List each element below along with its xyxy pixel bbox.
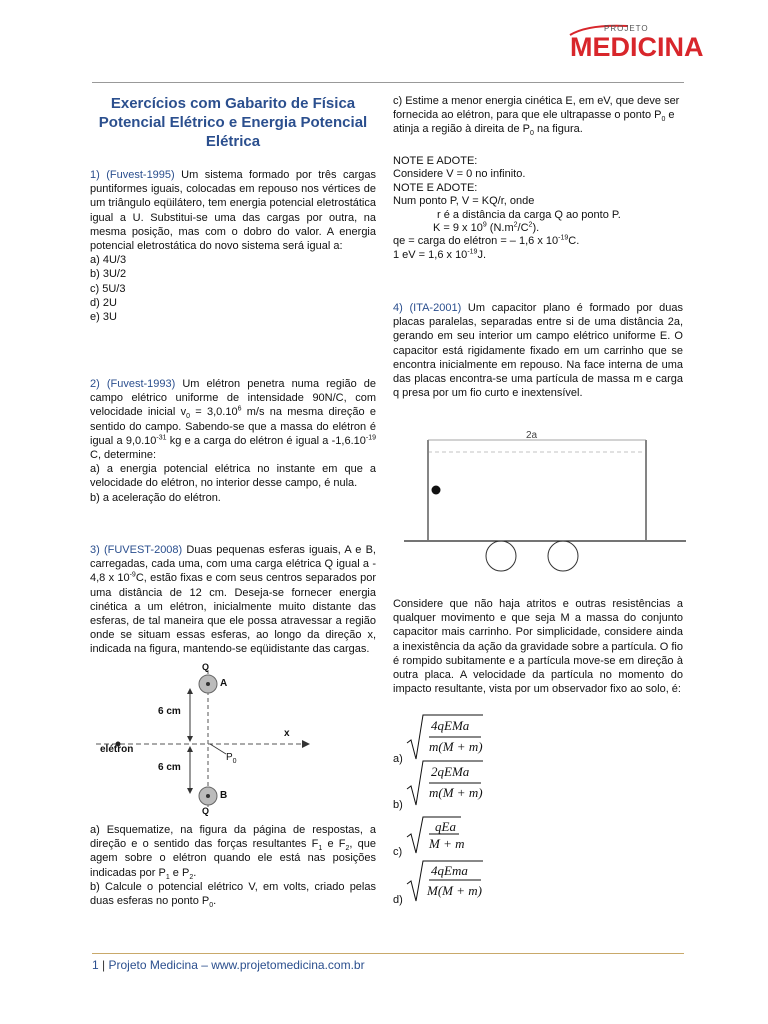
q2-text-b: = 3,0.10 bbox=[190, 406, 238, 419]
q4-b-num: 2qEMa bbox=[431, 764, 470, 779]
q2-text-d: kg e a carga do elétron é igual a -1,6.10 bbox=[166, 434, 366, 447]
q3-exp9: -9 bbox=[129, 571, 136, 579]
q2-exp19: -19 bbox=[365, 434, 376, 442]
q1-option-e: e) 3U bbox=[90, 311, 117, 324]
question-4 bbox=[393, 301, 683, 400]
q4-option-d-label: d) bbox=[393, 894, 403, 906]
q4-figure-svg bbox=[404, 428, 686, 578]
q4-figure bbox=[404, 428, 686, 578]
footer-divider bbox=[92, 953, 684, 954]
fig-dist-top: 6 cm bbox=[158, 706, 181, 717]
page-number: 1 bbox=[92, 958, 99, 972]
q2-text-a: Um elétron penetra numa região de campo elétrico uniforme de intensidade 90N/C, com velocidade inicial v bbox=[90, 378, 377, 419]
wheel-right bbox=[548, 541, 578, 571]
footer-text: Projeto Medicina – www.projetomedicina.com.br bbox=[108, 958, 365, 972]
question-1 bbox=[90, 168, 376, 324]
fig-q-top: Q bbox=[202, 662, 210, 672]
question-3 bbox=[90, 543, 376, 657]
fig-label-a: A bbox=[220, 678, 228, 689]
q3-notes: NOTE E ADOTE: Considere V = 0 no infinito. NOTE E ADOTE: Num ponto P, V = KQ/r, onde r é a distância da carga Q ao ponto P. K = 9 x $10^9$ $(N.m^2/C^2)$. qe = carga do elétron = – 1,6 x $10^{-19}C$. 1 eV = 1,6 x $10^{-19}J$. bbox=[393, 155, 621, 261]
q3-figure-svg bbox=[96, 664, 316, 816]
particle bbox=[432, 486, 441, 495]
q4-a-den: m(M + m) bbox=[429, 739, 483, 754]
q4-c-num: qEa bbox=[435, 819, 456, 834]
x-axis-arrowhead bbox=[302, 740, 310, 748]
q3-text-b: C, estão fixas e com seus centros separados por uma distância de 12 cm. Deseja-se fornecer energia cinética a um elétron, inicialmente muito distante das esferas, de tal maneira que ele possa atravessar a região onde se situam essas esferas, ao longo da direção x, indicada na figura, mantendo-se eqüidistante das cargas. bbox=[90, 572, 376, 656]
page-title: Exercícios com Gabarito de Física Potencial Elétrico e Energia Potencial Elétrica bbox=[98, 95, 368, 150]
q2-part-a: a) a energia potencial elétrica no instante em que a velocidade do elétron, no interior desse campo, é nula. bbox=[90, 463, 376, 490]
top-divider bbox=[92, 82, 684, 83]
q3-text-a: Duas pequenas esferas iguais, A e B, carregadas, cada uma, com uma carga elétrica Q igual a - 4,8 x 10 bbox=[90, 544, 376, 585]
q4-a-num: 4qEMa bbox=[431, 718, 470, 733]
q3-parts: a) Esquematize, na figura da página de respostas, a direção e o sentido das forças resultantes $F_1$ e $F_2$, que agem sobre o elétron quando ele está nas posições indicadas por $P_1$ e $P_2$. b) Calcule o potencial elétrico V, em volts, criado pelas duas esferas no ponto $P_0$. bbox=[90, 824, 377, 910]
fig-q-bot: Q bbox=[202, 806, 210, 816]
q2-text-c: m/s na mesma direção e sentido do campo. Sabendo-se que a massa do elétron é igual a 9,0.10 bbox=[90, 406, 377, 447]
fig-eletron-label: elétron bbox=[100, 744, 134, 755]
q3-part-c: c) Estime a menor energia cinética E, em eV, que deve ser fornecida ao elétron, para que ele ultrapasse o ponto $P_0$ e atinja a região à direita de $P_0$ na figura. bbox=[393, 95, 680, 138]
q4-d-den: M(M + m) bbox=[427, 883, 482, 898]
q2-exp6: 6 bbox=[237, 405, 242, 413]
logo-small-text: PROJETO bbox=[604, 24, 649, 33]
question-2 bbox=[90, 377, 376, 505]
q1-text: Um sistema formado por três cargas puntiformes iguais, colocadas em repouso nos vértices de um triângulo eqüilátero, tem energia potencial eletrostática igual a U. Substitui-se uma das cargas por outra, na mesma posição, mas com o dobro do valor. A energia potencial eletrostática do novo sistema será igual a: bbox=[90, 169, 376, 253]
q4-option-b-label: b) bbox=[393, 799, 403, 811]
q2-part-b: b) a aceleração do elétron. bbox=[90, 491, 221, 504]
fig-2a-label: 2a bbox=[526, 430, 538, 441]
footer: 1 | Projeto Medicina – www.projetomedicina.com.br bbox=[92, 958, 365, 972]
q2-sub: 0 bbox=[186, 413, 191, 421]
fig-dist-bot: 6 cm bbox=[158, 762, 181, 773]
q1-option-a: a) 4U/3 bbox=[90, 254, 127, 267]
q1-option-b: b) 3U/2 bbox=[90, 268, 127, 281]
q1-option-d: d) 2U bbox=[90, 296, 117, 309]
q4-options bbox=[393, 713, 683, 913]
fig-p0-label: $P_0$ bbox=[226, 752, 237, 765]
q1-tag: 1) (Fuvest-1995) bbox=[90, 169, 175, 181]
wheel-left bbox=[486, 541, 516, 571]
q4-text: Um capacitor plano é formado por duas placas paralelas, separadas entre si de uma distância 2a, gerando em seu interior um campo elétrico uniforme E. O capacitor está rigidamente fixado em um carrinho que se encontra inicialmente em repouso. Na face interna de uma das placas encontra-se uma partícula de massa m e carga q presa por um fio curto e inextensível. bbox=[393, 302, 683, 400]
q2-tag: 2) (Fuvest-1993) bbox=[90, 378, 176, 390]
q3-tag: 3) (FUVEST-2008) bbox=[90, 544, 183, 556]
logo bbox=[568, 24, 704, 74]
fig-x-label: x bbox=[284, 728, 290, 739]
q4-text2: Considere que não haja atritos e outras resistências a qualquer movimento e que seja M a massa do conjunto capacitor mais carrinho. Por simplicidade, considere ainda a inexistência da ação da gravidade sobre a partícula. O fio é rompido subitamente e a partícula move-se em direção à outra placa. A velocidade da partícula no momento do impacto resultante, vista por um observador fixo ao solo, é: bbox=[393, 598, 683, 696]
q4-tag: 4) (ITA-2001) bbox=[393, 302, 462, 314]
q4-b-den: m(M + m) bbox=[429, 785, 483, 800]
q4-option-a-label: a) bbox=[393, 753, 403, 765]
q3-figure bbox=[96, 664, 316, 816]
q2-text-e: C, determine: bbox=[90, 449, 157, 462]
q1-option-c: c) 5U/3 bbox=[90, 282, 126, 295]
fig-label-b: B bbox=[220, 790, 228, 801]
q4-option-c-label: c) bbox=[393, 846, 403, 858]
q2-exp31: -31 bbox=[156, 434, 167, 442]
logo-big-text: MEDICINA bbox=[570, 32, 704, 62]
q4-c-den: M + m bbox=[429, 836, 465, 851]
q4-d-num: 4qEma bbox=[431, 863, 468, 878]
